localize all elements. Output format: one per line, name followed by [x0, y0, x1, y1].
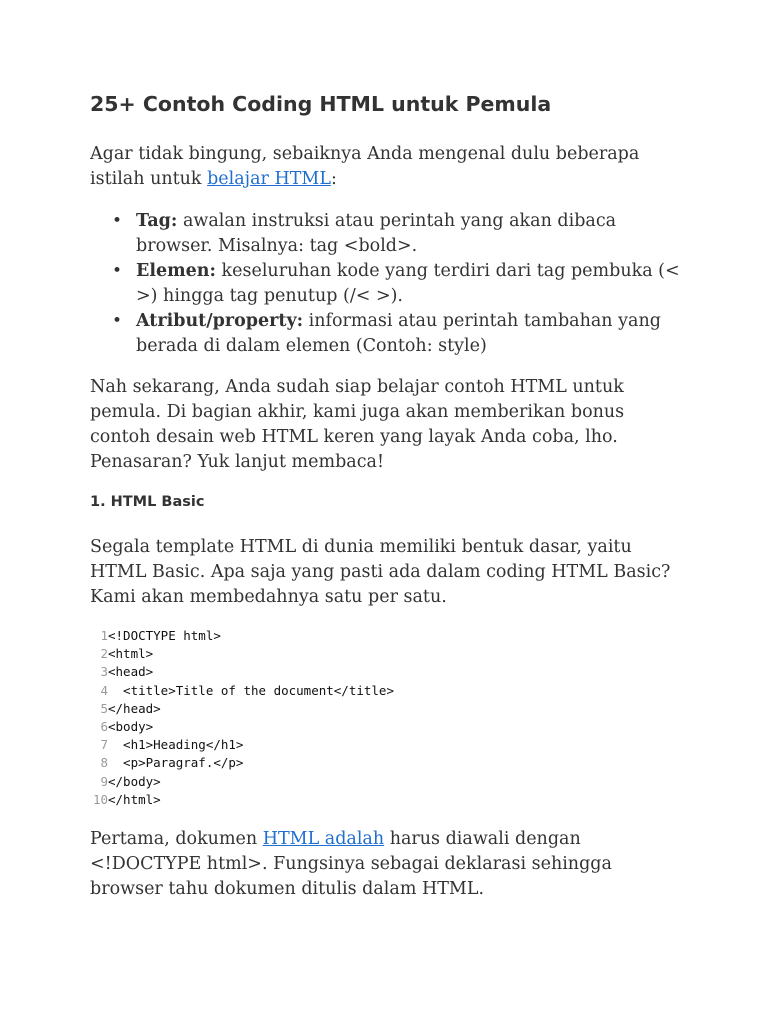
bullet-icon: •	[112, 211, 123, 231]
article-title: 25+ Contoh Coding HTML untuk Pemula	[90, 92, 552, 116]
code-line	[92, 627, 394, 645]
line-number: 10	[92, 791, 108, 807]
code-line	[92, 718, 394, 736]
doctype-text-end: harus diawali dengan <!DOCTYPE html>. Fungsinya sebagai deklarasi sehingga browser tahu dokumen ditulis dalam HTML.	[90, 829, 612, 899]
section-heading-html-basic: 1. HTML Basic	[90, 494, 205, 510]
line-number: 9	[100, 773, 108, 789]
term-description: awalan instruksi atau perintah yang akan dibaca browser. Misalnya: tag <bold>.	[136, 211, 617, 256]
code-block	[92, 627, 394, 809]
line-number: 7	[100, 737, 108, 753]
code-line	[92, 645, 394, 663]
code-line	[92, 754, 394, 772]
bullet-icon: •	[112, 261, 123, 281]
line-number: 5	[100, 700, 108, 716]
code-line	[92, 682, 394, 700]
list-item-atribut	[90, 309, 690, 359]
code-text: </head>	[108, 700, 161, 716]
code-line	[92, 700, 394, 718]
doctype-paragraph	[90, 827, 682, 902]
bullet-icon: •	[112, 311, 123, 331]
code-text: </html>	[108, 791, 161, 807]
html-basic-paragraph: Segala template HTML di dunia memiliki bentuk dasar, yaitu HTML Basic. Apa saja yang pasti ada dalam coding HTML Basic? Kami akan membedahnya satu per satu.	[90, 537, 671, 607]
line-number: 8	[100, 755, 108, 771]
code-text: <title>Title of the document</title>	[108, 682, 394, 698]
term-description: keseluruhan kode yang terdiri dari tag pembuka (< >) hingga tag penutup (/< >).	[136, 261, 680, 306]
html-adalah-link[interactable]: HTML adalah	[262, 829, 385, 849]
line-number: 3	[100, 664, 108, 680]
code-line	[92, 736, 394, 754]
code-text: <head>	[108, 664, 154, 680]
code-line	[92, 663, 394, 681]
list-item-elemen	[90, 259, 690, 309]
intro-text: Agar tidak bingung, sebaiknya Anda mengenal dulu beberapa istilah untuk	[90, 144, 640, 189]
code-line	[92, 773, 394, 791]
list-item-tag	[90, 209, 690, 259]
code-line	[92, 791, 394, 809]
line-number: 4	[100, 682, 108, 698]
code-text: <p>Paragraf.</p>	[108, 755, 244, 771]
line-number: 1	[100, 628, 108, 643]
code-text: <h1>Heading</h1>	[108, 737, 244, 753]
code-text: <!DOCTYPE html>	[108, 628, 221, 643]
doctype-text: Pertama, dokumen	[90, 829, 263, 849]
belajar-html-link[interactable]: belajar HTML	[207, 169, 331, 189]
code-text: </body>	[108, 773, 161, 789]
code-text: <body>	[108, 719, 154, 735]
term-label: Tag:	[136, 211, 178, 231]
term-label: Atribut/property:	[136, 311, 304, 331]
line-number: 2	[100, 646, 108, 662]
term-label: Elemen:	[136, 261, 216, 281]
line-number: 6	[100, 719, 108, 735]
term-description: informasi atau perintah tambahan yang berada di dalam elemen (Contoh: style)	[136, 311, 661, 356]
intro-paragraph-2: Nah sekarang, Anda sudah siap belajar contoh HTML untuk pemula. Di bagian akhir, kami juga akan memberikan bonus contoh desain web HTML keren yang layak Anda coba, lho. Penasaran? Yuk lanjut membaca!	[90, 377, 625, 472]
code-text: <html>	[108, 646, 154, 662]
intro-text-end: :	[330, 169, 337, 189]
terms-list	[90, 209, 690, 359]
intro-paragraph	[90, 142, 682, 192]
